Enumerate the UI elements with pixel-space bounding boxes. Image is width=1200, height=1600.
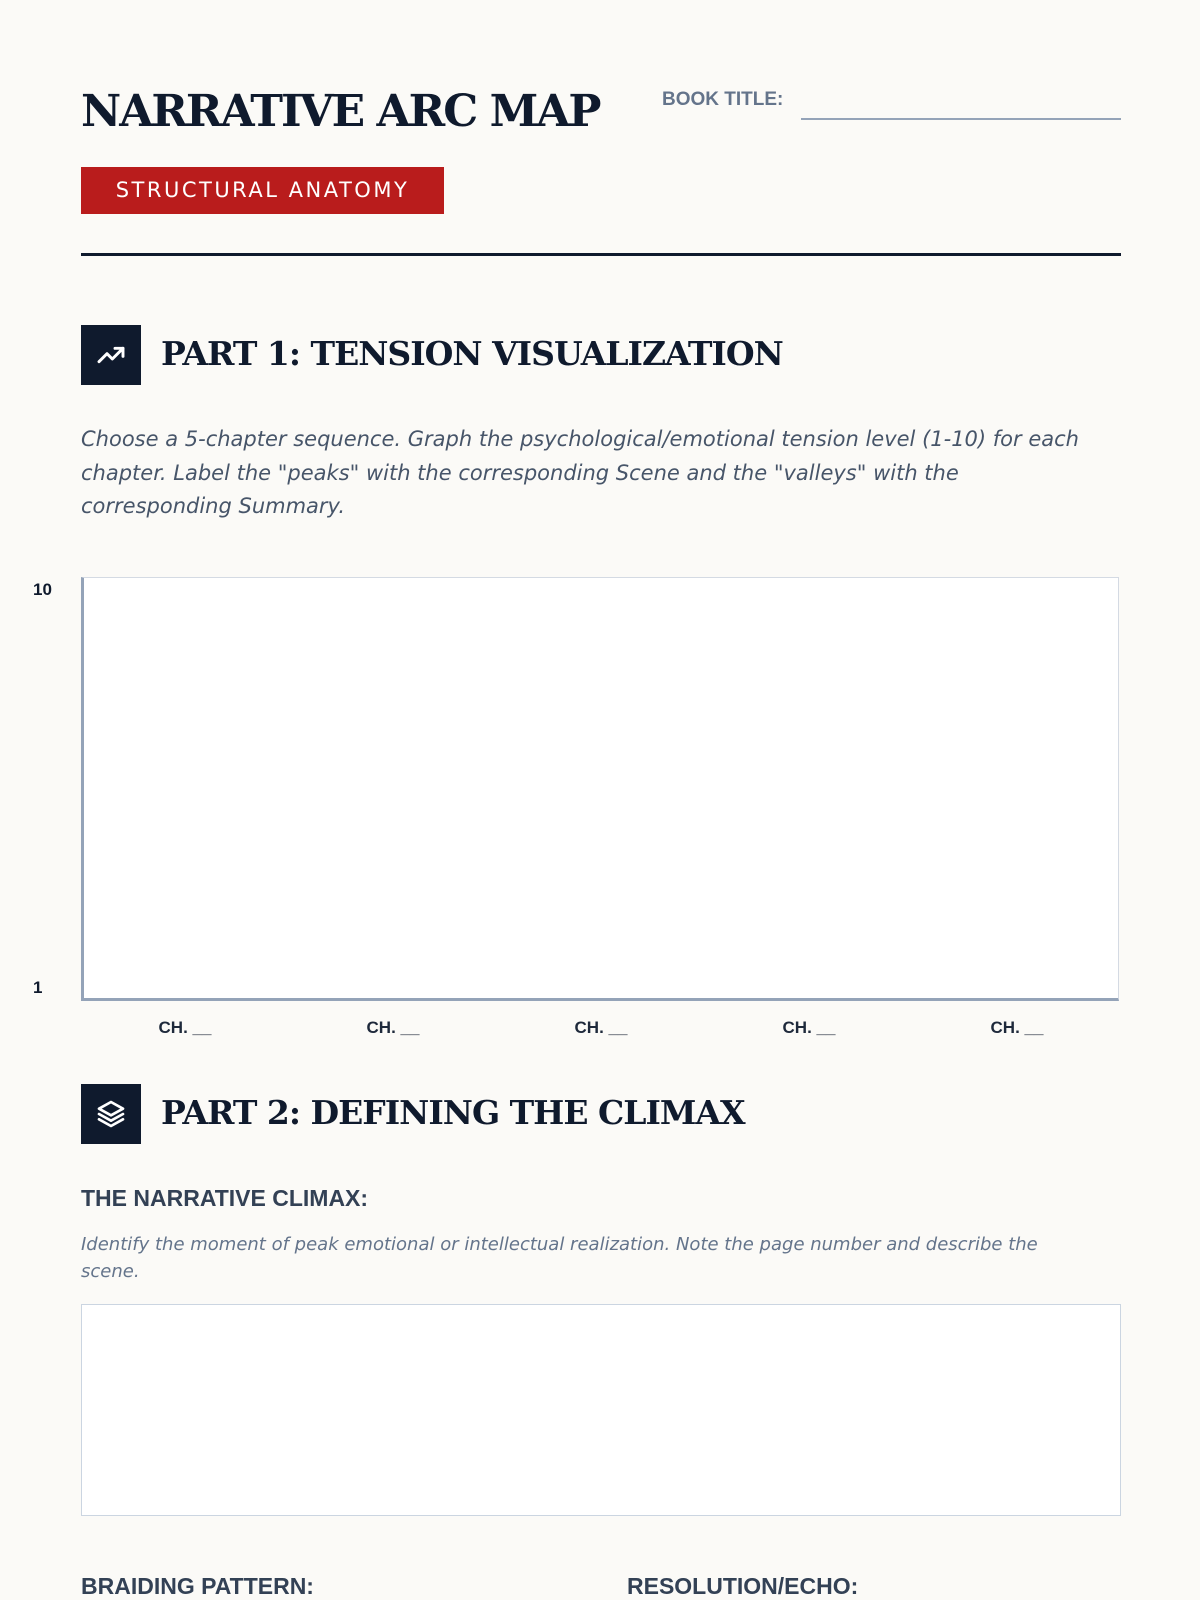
layers-icon	[81, 1084, 141, 1144]
climax-label: THE NARRATIVE CLIMAX:	[81, 1185, 369, 1211]
x-axis-label-chapter: CH. __	[158, 1018, 212, 1037]
section-badge: STRUCTURAL ANATOMY	[81, 167, 444, 214]
trending-up-icon	[81, 325, 141, 385]
y-axis-max-label: 10	[33, 580, 52, 599]
page-title: NARRATIVE ARC MAP	[81, 86, 600, 137]
header-divider	[81, 253, 1121, 256]
book-title-field[interactable]	[801, 118, 1121, 120]
part1-heading: PART 1: TENSION VISUALIZATION	[161, 334, 783, 373]
resolution-echo-label: RESOLUTION/ECHO:	[627, 1573, 859, 1599]
x-axis-label-chapter: CH. __	[782, 1018, 836, 1037]
braiding-pattern-label: BRAIDING PATTERN:	[81, 1573, 314, 1599]
climax-help-text: Identify the moment of peak emotional or intellectual realization. Note the page number and describe the scene.	[81, 1234, 1038, 1282]
part1-instructions: Choose a 5-chapter sequence. Graph the psychological/emotional tension level (1-10) for each chapter. Label the "peaks" with the corresponding Scene and the "valleys" with the corresponding Summary.	[81, 427, 1079, 518]
y-axis-min-label: 1	[33, 978, 43, 997]
x-axis-label-chapter: CH. __	[366, 1018, 420, 1037]
book-title-label: BOOK TITLE:	[662, 89, 784, 110]
x-axis-label-chapter: CH. __	[990, 1018, 1044, 1037]
tension-graph-area[interactable]	[81, 577, 1119, 1001]
x-axis-label-chapter: CH. __	[574, 1018, 628, 1037]
worksheet-page	[33, 0, 1121, 1600]
x-axis-labels	[81, 1018, 1121, 1042]
climax-answer-box[interactable]	[81, 1304, 1121, 1516]
part2-heading: PART 2: DEFINING THE CLIMAX	[161, 1093, 745, 1132]
